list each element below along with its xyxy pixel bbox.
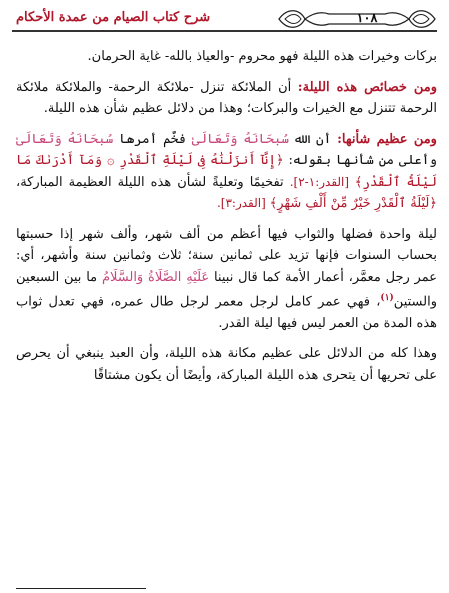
- salawat-phrase: عَلَيْهِ الصَّلَاةُ وَالسَّلَامُ: [101, 269, 210, 285]
- paragraph-3-text-3: وأعلى من شأنها بقوله:: [283, 153, 438, 168]
- page-header: [12, 6, 437, 32]
- footnote-divider: [16, 588, 146, 589]
- paragraph-4-text-3: ، فهي عمر كامل لرجل معمر لرجل طال عمره، فهي تعدل ثواب هذه المدة من العمر ليس فيها ليلة القدر.: [16, 294, 437, 331]
- verse-reference-1: [القدر:١-٢].: [289, 174, 355, 189]
- paragraph-2: [16, 77, 437, 120]
- paragraph-3-text-4: تفخيمًا وتعليةً لشأن هذه الليلة العظيمة المباركة،: [16, 174, 290, 190]
- verse-reference-2: [القدر:٣].: [216, 196, 270, 210]
- honorific-1: سُبحَانَهُ وَتَعَالَىٰ: [191, 131, 290, 147]
- paragraph-4-text-2: ما بين السبعين والستين: [16, 269, 437, 310]
- paragraph-5: [16, 343, 437, 386]
- paragraph-5-text: وهذا كله من الدلائل على عظيم مكانة هذه الليلة، وأن العبد ينبغي أن يحرص على تحريها أن يتحرى هذه الليلة المباركة، وأيضًا أن يكون مشتاقًا: [16, 346, 437, 383]
- page-number: ١٠٨: [356, 11, 378, 26]
- paragraph-2-text: أن الملائكة تنزل -ملائكة الرحمة- والملائكة ملائكة الرحمة تتنزل مع الخيرات والبركات؛ وهذا من دلائل عظيم شأن هذه الليلة.: [16, 79, 437, 116]
- quran-verse-1: ﴿إِنَّآ أَنزَلْنَٰهُ فِى لَيْلَةِ ٱلْقَدْرِ ۞ وَمَآ أَدْرَىٰكَ مَا لَيْلَةُ ٱلْقَدْرِ﴾: [16, 153, 437, 190]
- footnote-marker: (١): [380, 293, 394, 303]
- section-heading-greatness: ومن عظيم شأنها:: [337, 131, 437, 147]
- paragraph-1-text: بركات وخيرات هذه الليلة فهو محروم -والعياذ بالله- غاية الحرمان.: [87, 49, 437, 64]
- header-divider: [12, 30, 437, 32]
- paragraph-3-text-2: فخَّم أمرها: [113, 131, 192, 147]
- book-title: شرح كتاب الصيام من عمدة الأحكام: [16, 10, 211, 25]
- paragraph-1: [16, 46, 437, 68]
- section-heading-angels: ومن خصائص هذه الليلة:: [297, 79, 437, 95]
- paragraph-4: [16, 224, 437, 335]
- paragraph-4-text-1: ليلة واحدة فضلها والثواب فيها أعظم من ألف شهر، وألف شهر إذا حسبتها بحساب السنوات فإنها تزيد على ثمانين سنة؛ ثلاث وثمانين سنة وأشهر، أي: عمر رجل معمَّر، أعمار الأمة كما قال نبينا: [16, 226, 437, 285]
- quran-verse-2: ﴿لَيْلَةُ ٱلْقَدْرِ خَيْرٌ مِّنْ أَلْفِ شَهْرٍ﴾: [269, 196, 437, 211]
- paragraph-3: [16, 129, 437, 215]
- honorific-2: سُبحَانَهُ وَتَعَالَىٰ: [16, 131, 114, 147]
- page-body: [16, 46, 437, 395]
- paragraph-3-text-1: أن الله: [289, 131, 338, 147]
